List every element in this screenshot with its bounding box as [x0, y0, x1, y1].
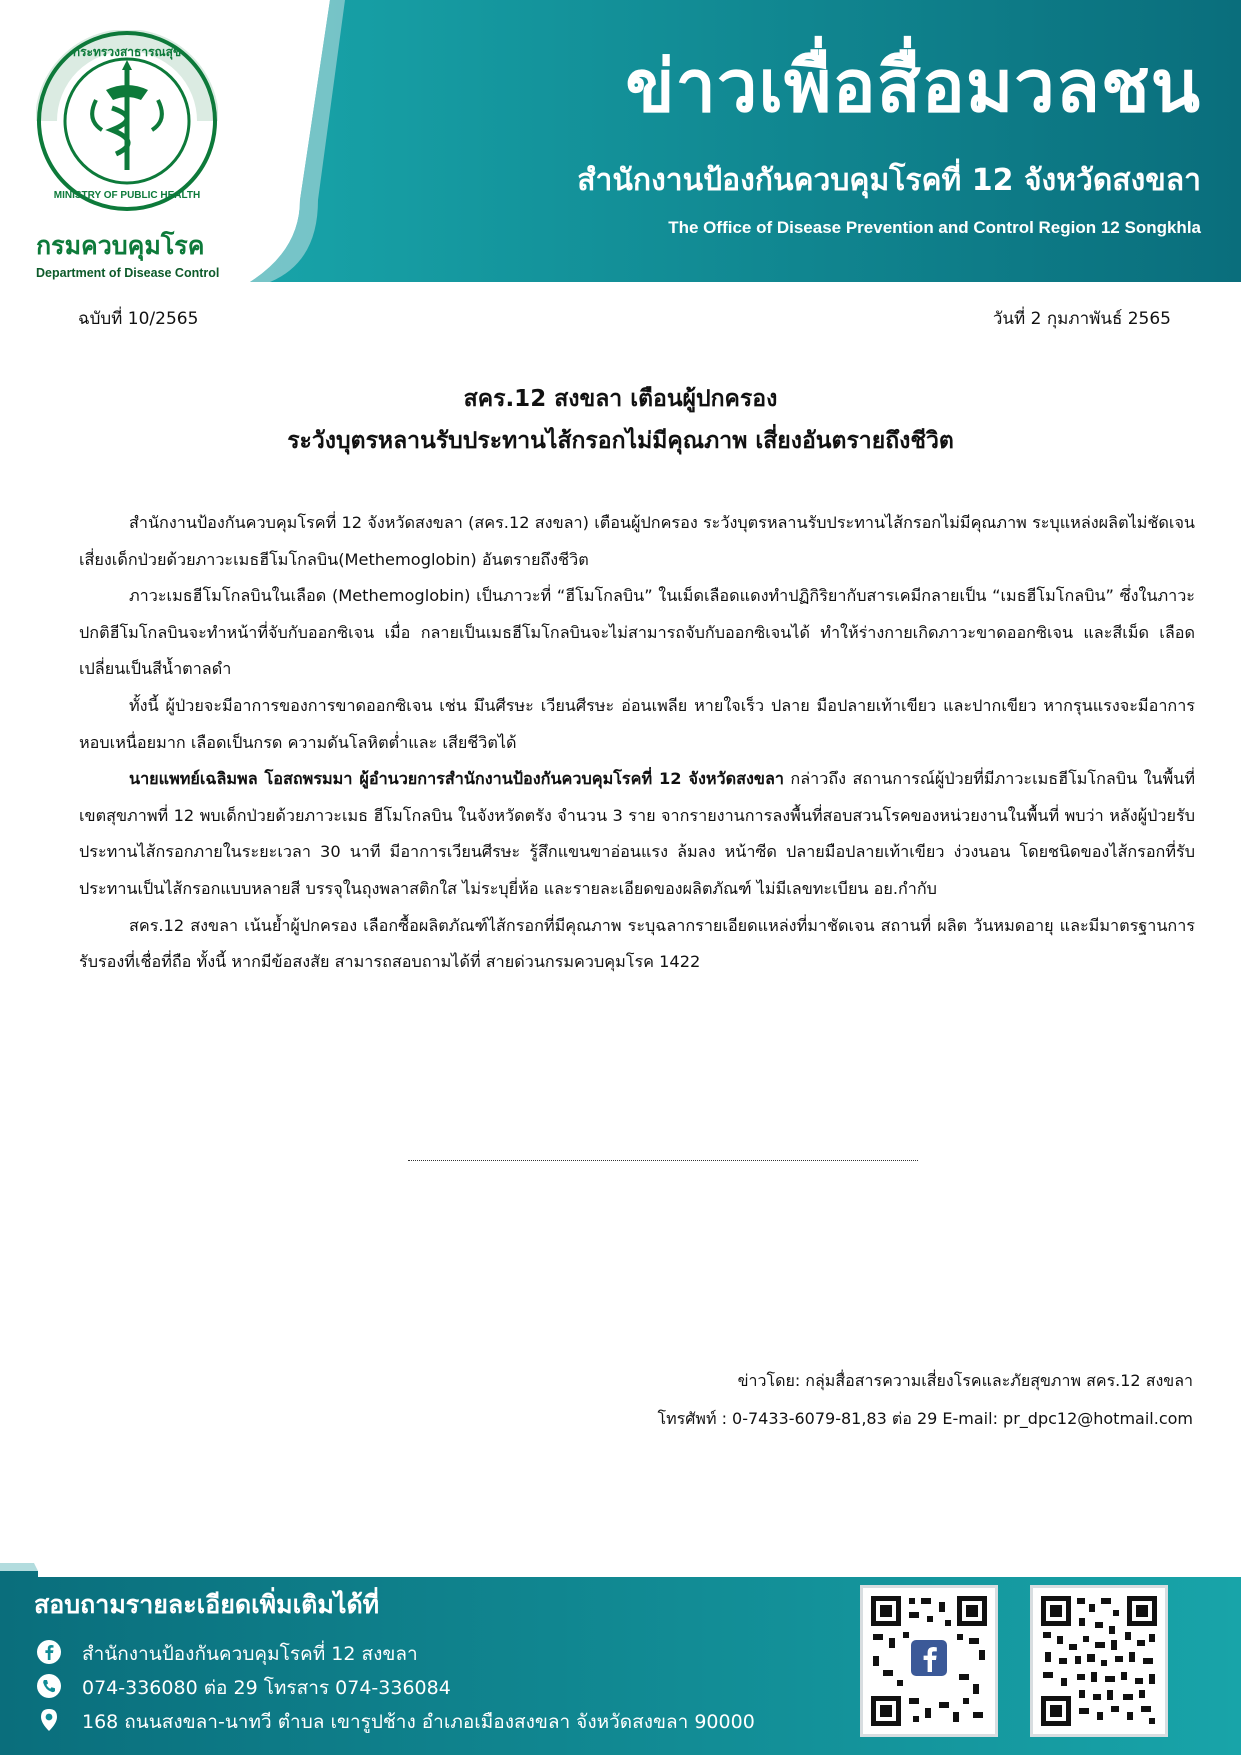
release-date: วันที่ 2 กุมภาพันธ์ 2565 — [992, 309, 1171, 329]
website-qr-code[interactable] — [1030, 1585, 1168, 1737]
dotted-divider — [408, 1160, 918, 1161]
footer-heading: สอบถามรายละเอียดเพิ่มเติมได้ที่ — [34, 1590, 380, 1619]
article-body — [79, 505, 1195, 981]
news-credit — [658, 1362, 1194, 1438]
footer-facebook-row — [36, 1639, 418, 1669]
phone-icon — [36, 1675, 62, 1701]
qr-code-facebook-icon — [869, 1594, 989, 1728]
facebook-qr-code[interactable] — [860, 1585, 998, 1737]
footer-phone-row — [36, 1673, 451, 1703]
issue-number: ฉบับที่ 10/2565 — [78, 309, 199, 329]
footer-address-text: 168 ถนนสงขลา-นาทวี ตำบล เขารูปช้าง อำเภอเมืองสงขลา จังหวัดสงขลา 90000 — [82, 1711, 755, 1733]
ministry-logo — [36, 30, 226, 280]
footer-banner — [0, 1563, 1241, 1755]
paragraph-2: ภาวะเมธฮีโมโกลบินในเลือด (Methemoglobin) เป็นภาวะที่ “ฮีโมโกลบิน” ในเม็ดเลือดแดงทำปฏิกิริยากับสารเคมีกลายเป็น “เมธฮีโมโกลบิน” ซึ่งในภาวะปกติฮีโมโกลบินจะทำหน้าที่จับกับออกซิเจน เมื่อ กลายเป็นเมธฮีโมโกลบินจะไม่สามารถจับกับออกซิเจนได้ ทำให้ร่างกายเกิดภาวะขาดออกซิเจน และสีเม็ด เลือดเปลี่ยนเป็นสีน้ำตาลดำ — [79, 586, 1195, 679]
credit-contact: โทรศัพท์ : 0-7433-6079-81,83 ต่อ 29 E-mail: pr_dpc12@hotmail.com — [657, 1409, 1193, 1428]
paragraph-5: สคร.12 สงขลา เน้นย้ำผู้ปกครอง เลือกซื้อผลิตภัณฑ์ไส้กรอกที่มีคุณภาพ ระบุฉลากรายเอียดแหล่งที่มาชัดเจน สถานที่ ผลิต วันหมดอายุ และมีมาตรฐานการรับรองที่เชื่อที่ถือ ทั้งนี้ หากมีข้อสงสัย สามารถสอบถามได้ที่ สายด่วนกรมควบคุมโรค 1422 — [79, 915, 1195, 972]
department-name-english: Department of Disease Control — [36, 266, 220, 280]
facebook-icon — [36, 1641, 62, 1667]
footer-address-row — [36, 1707, 755, 1737]
footer-facebook-text: สำนักงานป้องกันควบคุมโรคที่ 12 สงขลา — [82, 1643, 418, 1665]
footer-phone-text: 074-336080 ต่อ 29 โทรสาร 074-336084 — [82, 1677, 451, 1699]
qr-code-icon — [1039, 1594, 1159, 1728]
office-name-english: The Office of Disease Prevention and Control Region 12 Songkhla — [668, 218, 1201, 237]
headline-line-2: ระวังบุตรหลานรับประทานไส้กรอกไม่มีคุณภาพ เสี่ยงอันตรายถึงชีวิต — [287, 428, 954, 454]
location-pin-icon — [36, 1709, 62, 1735]
paragraph-3: ทั้งนี้ ผู้ป่วยจะมีอาการของการขาดออกซิเจน เช่น มึนศีรษะ เวียนศีรษะ อ่อนเพลีย หายใจเร็ว ปลาย มือปลายเท้าเขียว และปากเขียว หากรุนแรงจะมีอาการหอบเหนื่อยมาก เลือดเป็นกรด ความดันโลหิตต่ำและ เสียชีวิตได้ — [79, 695, 1195, 752]
department-name-thai: กรมควบคุมโรค — [36, 231, 205, 260]
paragraph-4 — [79, 761, 1195, 907]
ministry-seal-icon — [36, 30, 218, 212]
banner-title: ข่าวเพื่อสื่อมวลชน — [625, 44, 1201, 128]
headline — [0, 378, 1241, 462]
header-banner — [0, 0, 1241, 282]
svg-text:MINISTRY OF PUBLIC HEALTH: MINISTRY OF PUBLIC HEALTH — [53, 190, 201, 201]
paragraph-1: สำนักงานป้องกันควบคุมโรคที่ 12 จังหวัดสงขลา (สคร.12 สงขลา) เตือนผู้ปกครอง ระวังบุตรหลานรับประทานไส้กรอกไม่มีคุณภาพ ระบุแหล่งผลิตไม่ชัดเจน เสี่ยงเด็กป่วยด้วยภาวะเมธฮีโมโกลบิน(Methemoglobin) อันตรายถึงชีวิต — [79, 513, 1195, 569]
office-name-thai: สำนักงานป้องกันควบคุมโรคที่ 12 จังหวัดสงขลา — [577, 163, 1201, 198]
headline-line-1: สคร.12 สงขลา เตือนผู้ปกครอง — [463, 386, 778, 412]
director-name: นายแพทย์เฉลิมพล โอสถพรมมา ผู้อำนวยการสำนักงานป้องกันควบคุมโรคที่ 12 จังหวัดสงขลา — [129, 769, 784, 789]
paragraph-4-text: กล่าวถึง สถานการณ์ผู้ป่วยที่มีภาวะเมธฮีโมโกลบิน ในพื้นที่เขตสุขภาพที่ 12 พบเด็กป่วยด้วยภาวะเมธ ฮีโมโกลบิน ในจังหวัดตรัง จำนวน 3 ราย จากรายงานการลงพื้นที่สอบสวนโรคของหน่วยงานในพื้นที่ พบว่า หลังผู้ป่วยรับประทานไส้กรอกภายในระยะเวลา 30 นาที มีอาการเวียนศีรษะ รู้สึกแขนขาอ่อนแรง ล้มลง หน้าซีด ปลายมือปลายเท้าเขียว ง่วงนอน โดยชนิดของไส้กรอกที่รับประทานเป็นไส้กรอกแบบหลายสี บรรจุในถุงพลาสติกใส ไม่ระบุยี่ห้อ และรายละเอียดของผลิตภัณฑ์ ไม่มีเลขทะเบียน อย.กำกับ — [79, 769, 1195, 898]
svg-text:กระทรวงสาธารณสุข: กระทรวงสาธารณสุข — [72, 45, 182, 59]
credit-by: ข่าวโดย: กลุ่มสื่อสารความเสี่ยงโรคและภัยสุขภาพ สคร.12 สงขลา — [737, 1371, 1193, 1390]
